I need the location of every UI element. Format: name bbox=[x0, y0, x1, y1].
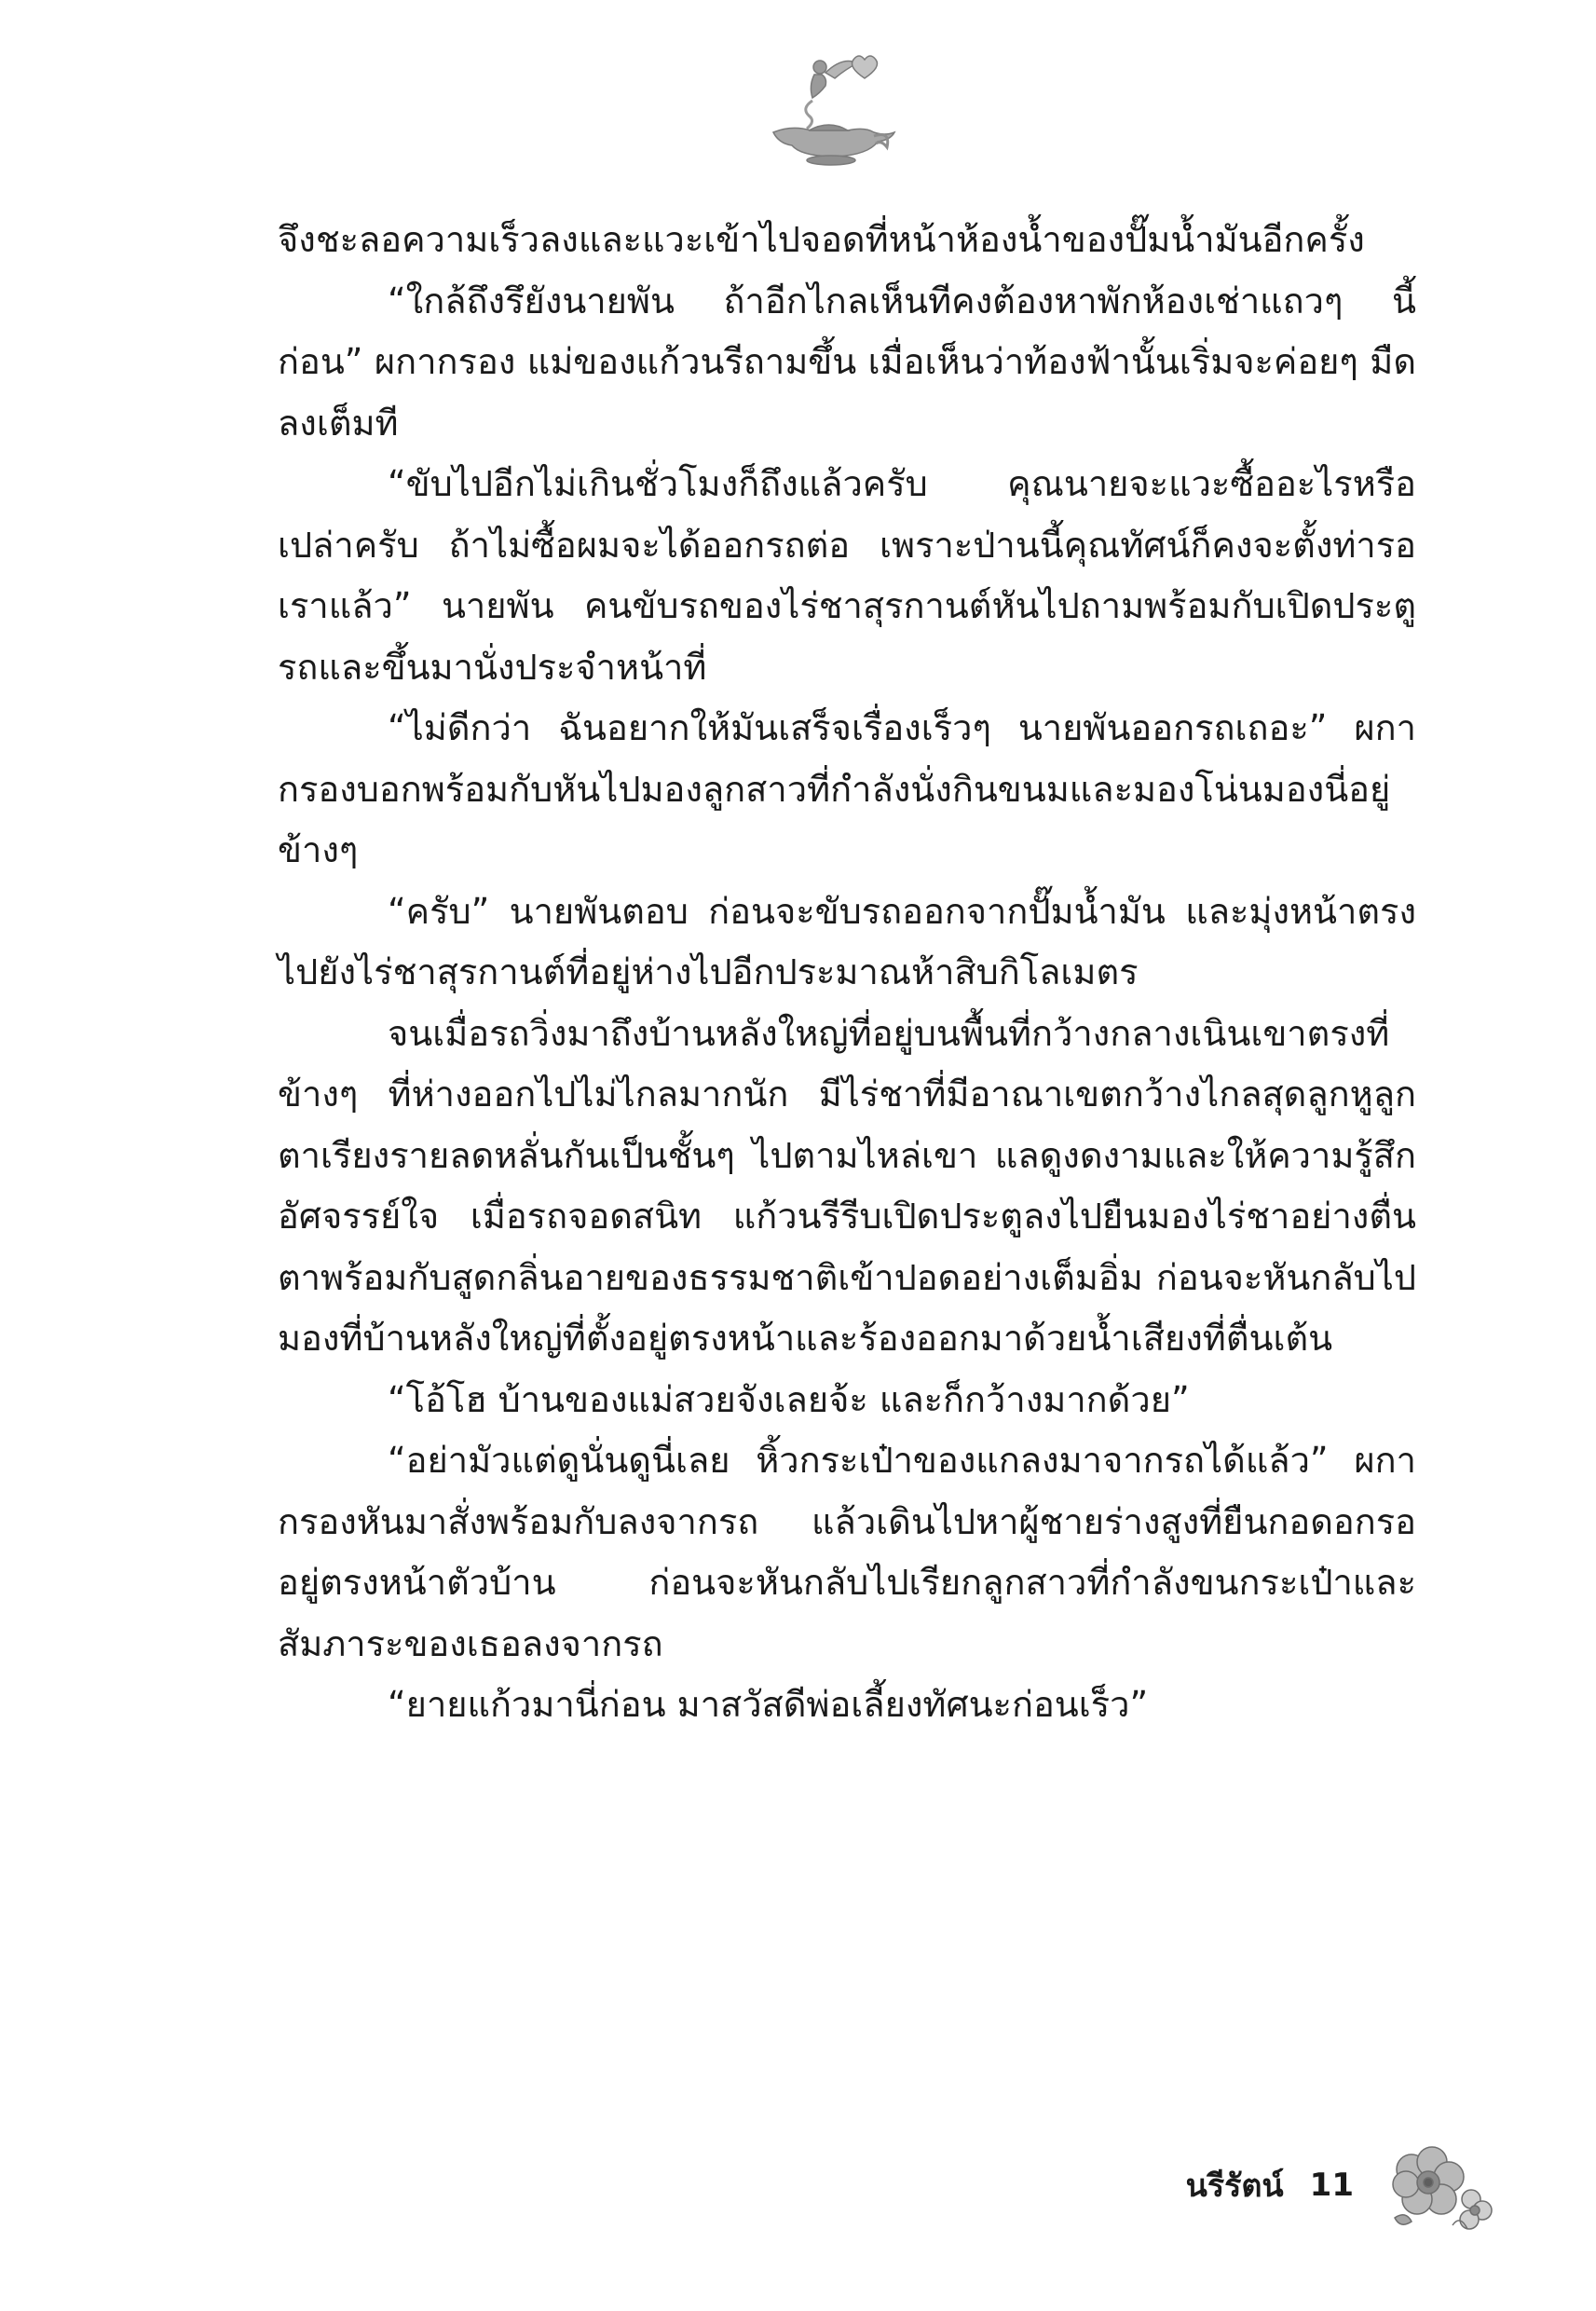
paragraph: “ยายแก้วมานี่ก่อน มาสวัสดีพ่อเลี้ยงทัศนะก่อนเร็ว” bbox=[388, 1684, 1149, 1725]
page-footer bbox=[1186, 2129, 1495, 2241]
paragraph: “ขับไปอีกไม่เกินชั่วโมงก็ถึงแล้วครับ คุณนายจะแวะซื้ออะไรหรือเปล่าครับ ถ้าไม่ซื้อผมจะได้ออกรถต่อ เพราะป่านนี้คุณทัศน์ก็คงจะตั้งท่ารอเราแล้ว” นายพัน คนขับรถของไร่ชาสุรกานต์หันไปถามพร้อมกับเปิดประตูรถและขึ้นมานั่งประจำหน้าที่ bbox=[278, 463, 1416, 688]
paragraph: “อย่ามัวแต่ดูนั่นดูนี่เลย หิ้วกระเป๋าของแกลงมาจากรถได้แล้ว” ผกากรองหันมาสั่งพร้อมกับลงจากรถ แล้วเดินไปหาผู้ชายร่างสูงที่ยืนกอดอกรออยู่ตรงหน้าตัวบ้าน ก่อนจะหันกลับไปเรียกลูกสาวที่กำลังขนกระเป๋าและสัมภาระของเธอลงจากรถ bbox=[278, 1440, 1416, 1664]
author-name: นรีรัตน์ bbox=[1185, 2167, 1284, 2205]
paragraph: จึงชะลอความเร็วลงและแวะเข้าไปจอดที่หน้าห้องน้ำของปั๊มน้ำมันอีกครั้ง bbox=[278, 219, 1365, 260]
paragraph: “ครับ” นายพันตอบ ก่อนจะขับรถออกจากปั๊มน้ำมัน และมุ่งหน้าตรงไปยังไร่ชาสุรกานต์ที่อยู่ห่างไปอีกประมาณห้าสิบกิโลเมตร bbox=[278, 890, 1416, 992]
flower-ornament-icon bbox=[1374, 2132, 1495, 2239]
paragraph: “โอ้โฮ บ้านของแม่สวยจังเลยจ้ะ และก็กว้างมากด้วย” bbox=[388, 1378, 1190, 1420]
chapter-body-text bbox=[278, 210, 1416, 1736]
magic-lamp-with-cupid-icon bbox=[755, 47, 904, 168]
paragraph: “ไม่ดีกว่า ฉันอยากให้มันเสร็จเรื่องเร็วๆ นายพันออกรถเถอะ” ผกากรองบอกพร้อมกับหันไปมองลูกสาวที่กำลังนั่งกินขนมและมองโน่นมองนี่อยู่ข้างๆ bbox=[278, 707, 1416, 870]
page-number: 11 bbox=[1309, 2167, 1354, 2204]
paragraph: “ใกล้ถึงรึยังนายพัน ถ้าอีกไกลเห็นทีคงต้องหาพักห้องเช่าแถวๆ นี้ก่อน” ผกากรอง แม่ของแก้วนรีถามขึ้น เมื่อเห็นว่าท้องฟ้านั้นเริ่มจะค่อยๆ มืดลงเต็มที bbox=[278, 280, 1416, 444]
paragraph: จนเมื่อรถวิ่งมาถึงบ้านหลังใหญ่ที่อยู่บนพื้นที่กว้างกลางเนินเขาตรงที่ข้างๆ ที่ห่างออกไปไม่ไกลมากนัก มีไร่ชาที่มีอาณาเขตกว้างไกลสุดลูกหูลูกตาเรียงรายลดหลั่นกันเป็นชั้นๆ ไปตามไหล่เขา แลดูงดงามและให้ความรู้สึกอัศจรรย์ใจ เมื่อรถจอดสนิท แก้วนรีรีบเปิดประตูลงไปยืนมองไร่ชาอย่างตื่นตาพร้อมกับสูดกลิ่นอายของธรรมชาติเข้าปอดอย่างเต็มอิ่ม ก่อนจะหันกลับไปมองที่บ้านหลังใหญ่ที่ตั้งอยู่ตรงหน้าและร้องออกมาด้วยน้ำเสียงที่ตื่นเต้น bbox=[278, 1012, 1416, 1359]
